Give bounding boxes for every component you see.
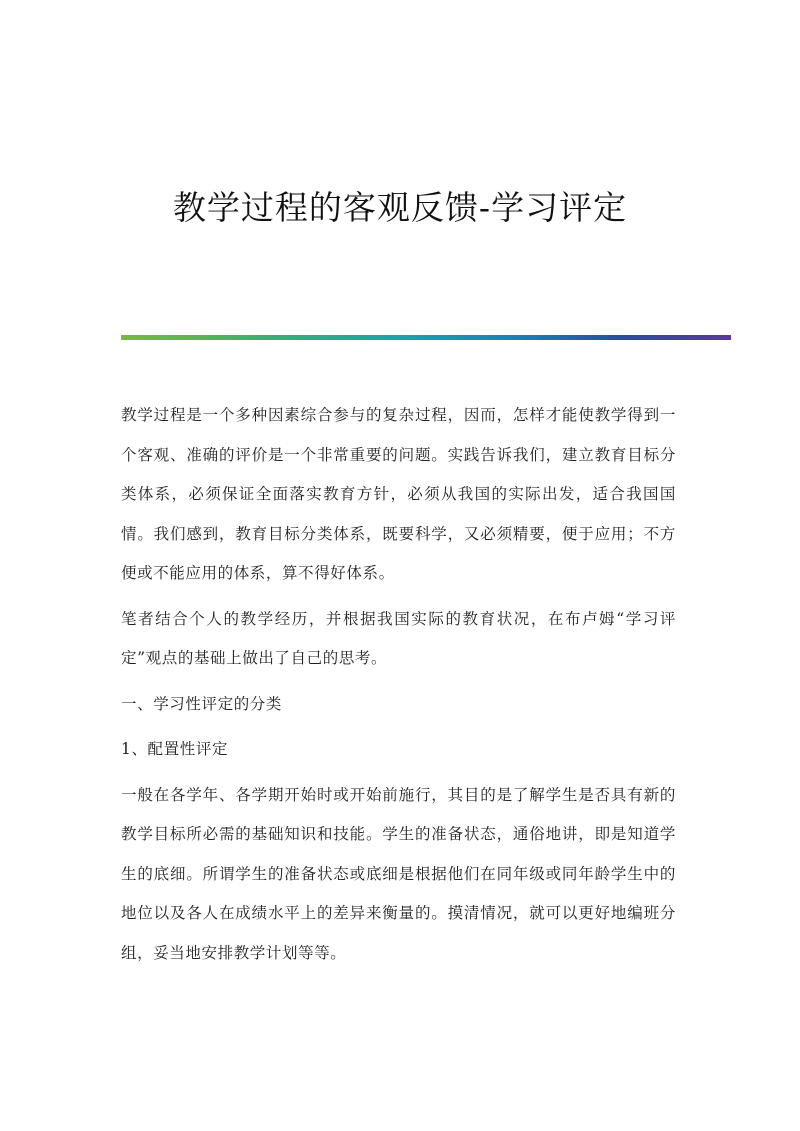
paragraph-placement-assessment: 一般在各学年、各学期开始时或开始前施行，其目的是了解学生是否具有新的教学目标所必需的基础知识和技能。学生的准备状态，通俗地讲，即是知道学生的底细。所谓学生的准备状态或底细是根据他们在同年级或同年龄学生中的地位以及各人在成绩水平上的差异来衡量的。摸清情况，就可以更好地编班分组，妥当地安排教学计划等等。: [121, 785, 676, 962]
document-title: 教学过程的客观反馈-学习评定: [172, 188, 628, 227]
paragraph-author-note: 笔者结合个人的教学经历，并根据我国实际的教育状况，在布卢姆“学习评定”观点的基础上做出了自己的思考。: [121, 609, 676, 667]
document-body: [121, 396, 676, 979]
section-heading: 一、学习性评定的分类: [121, 694, 283, 713]
paragraph-intro: 教学过程是一个多种因素综合参与的复杂过程，因而，怎样才能使教学得到一个客观、准确的评价是一个非常重要的问题。实践告诉我们，建立教育目标分类体系，必须保证全面落实教育方针，必须从我国的实际出发，适合我国国情。我们感到，教育目标分类体系，既要科学，又必须精要，便于应用；不方便或不能应用的体系，算不得好体系。: [121, 406, 676, 582]
subsection-heading: 1、配置性评定: [121, 740, 229, 758]
title-divider: [121, 335, 731, 340]
